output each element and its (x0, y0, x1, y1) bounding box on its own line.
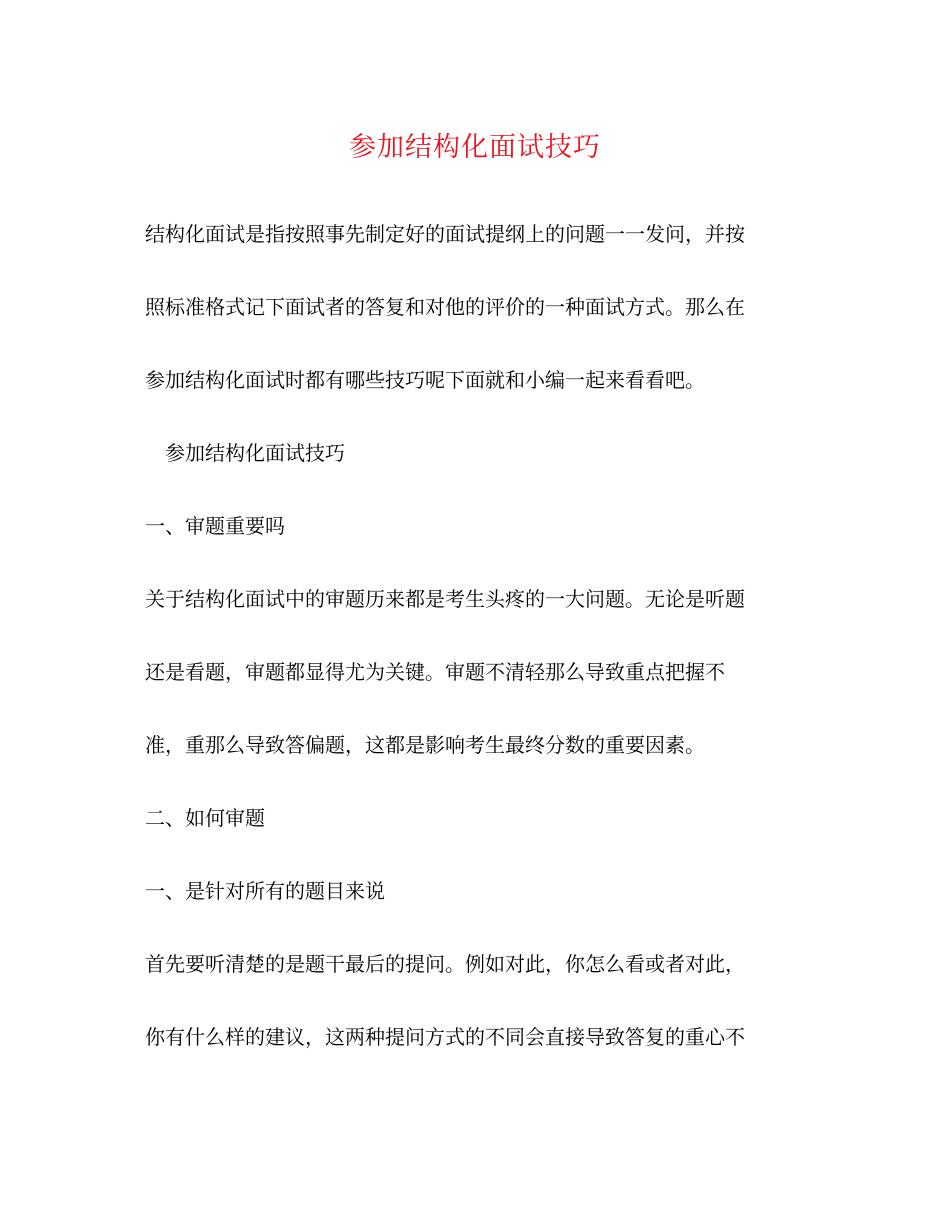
paragraph-line: 照标准格式记下面试者的答复和对他的评价的一种面试方式。那么在 (145, 295, 745, 319)
section-heading: 一、审题重要吗 (145, 514, 285, 538)
paragraph-line: 首先要听清楚的是题干最后的提问。例如对此，你怎么看或者对此， (145, 952, 745, 976)
paragraph-line: 准，重那么导致答偏题，这都是影响考生最终分数的重要因素。 (145, 733, 705, 757)
subsection-heading: 一、是针对所有的题目来说 (145, 879, 385, 903)
paragraph-line: 你有什么样的建议，这两种提问方式的不同会直接导致答复的重心不 (145, 1025, 745, 1049)
section-heading: 二、如何审题 (145, 806, 265, 830)
paragraph-line: 关于结构化面试中的审题历来都是考生头疼的一大问题。无论是听题 (145, 587, 745, 611)
document-title: 参加结构化面试技巧 (349, 132, 601, 163)
document-body (145, 198, 810, 1074)
paragraph-line: 结构化面试是指按照事先制定好的面试提纲上的问题一一发问，并按 (145, 222, 745, 246)
section-title: 参加结构化面试技巧 (165, 441, 345, 465)
paragraph-line: 参加结构化面试时都有哪些技巧呢下面就和小编一起来看看吧。 (145, 368, 705, 392)
paragraph-line: 还是看题，审题都显得尤为关键。审题不清轻那么导致重点把握不 (145, 660, 725, 684)
